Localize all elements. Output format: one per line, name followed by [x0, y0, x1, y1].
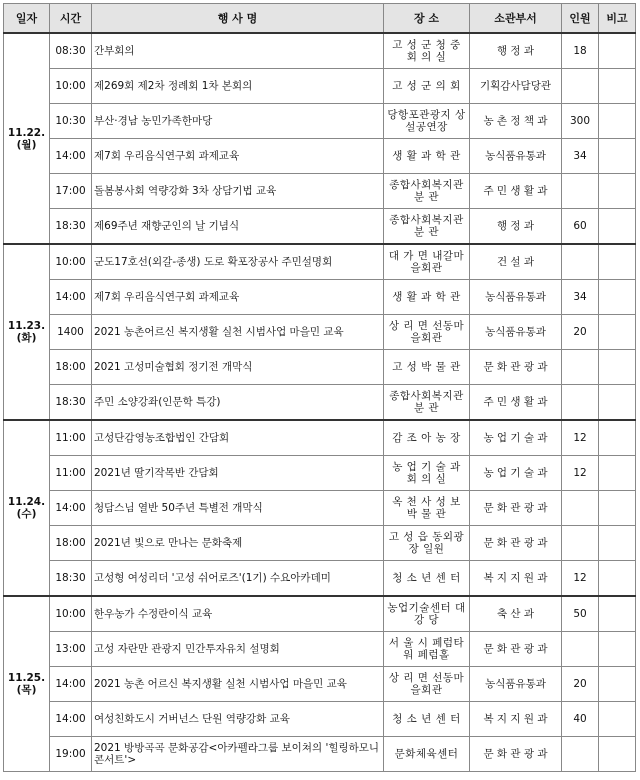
time-cell: 14:00: [50, 702, 92, 737]
note-cell: [599, 385, 636, 421]
place-cell: 농 업 기 술 과 회 의 실: [384, 456, 470, 491]
date-label: 11.22.: [7, 126, 46, 139]
dept-cell: 농 업 기 술 과: [470, 420, 562, 456]
note-cell: [599, 667, 636, 702]
note-cell: [599, 737, 636, 772]
place-cell: 종합사회복지관 분 관: [384, 209, 470, 245]
place-cell: 청 소 년 센 터: [384, 561, 470, 597]
dept-cell: 기획감사담당관: [470, 69, 562, 104]
note-cell: [599, 596, 636, 632]
time-cell: 10:00: [50, 596, 92, 632]
note-cell: [599, 632, 636, 667]
date-cell: [4, 33, 50, 244]
place-cell: 생 활 과 학 관: [384, 280, 470, 315]
date-cell: [4, 244, 50, 420]
event-cell: 2021 방방곡곡 문화공감<아카펠라그룹 보이쳐의 '힐링하모니 콘서트'>: [92, 737, 384, 772]
header-event: 행 사 명: [92, 4, 384, 34]
count-cell: 40: [562, 702, 599, 737]
time-cell: 13:00: [50, 632, 92, 667]
event-cell: 고성 자란만 관광지 민간투자유치 설명회: [92, 632, 384, 667]
note-cell: [599, 702, 636, 737]
time-cell: 18:30: [50, 561, 92, 597]
place-cell: 종합사회복지관 분 관: [384, 385, 470, 421]
table-row: [4, 385, 636, 421]
weekday-label: (월): [16, 138, 37, 151]
note-cell: [599, 420, 636, 456]
time-cell: 18:00: [50, 526, 92, 561]
table-row: [4, 596, 636, 632]
event-cell: 제69주년 재향군인의 날 기념식: [92, 209, 384, 245]
count-cell: 12: [562, 561, 599, 597]
date-label: 11.24.: [7, 496, 46, 508]
time-cell: 18:30: [50, 209, 92, 245]
event-cell: 2021 농촌어르신 복지생활 실천 시범사업 마을민 교육: [92, 315, 384, 350]
dept-cell: 축 산 과: [470, 596, 562, 632]
place-cell: 종합사회복지관 분 관: [384, 174, 470, 209]
note-cell: [599, 244, 636, 280]
event-cell: 부산·경남 농민가족한마당: [92, 104, 384, 139]
dept-cell: 행 정 과: [470, 33, 562, 69]
time-cell: 14:00: [50, 139, 92, 174]
table-row: [4, 350, 636, 385]
place-cell: 농업기술센터 대 강 당: [384, 596, 470, 632]
event-cell: 군도17호선(외갈-종생) 도로 확포장공사 주민설명회: [92, 244, 384, 280]
place-cell: 청 소 년 센 터: [384, 702, 470, 737]
note-cell: [599, 33, 636, 69]
schedule-container: [3, 3, 636, 772]
place-cell: 생 활 과 학 관: [384, 139, 470, 174]
event-cell: 고성단감영농조합법인 간담회: [92, 420, 384, 456]
note-cell: [599, 491, 636, 526]
note-cell: [599, 456, 636, 491]
count-cell: 18: [562, 33, 599, 69]
dept-cell: 문 화 관 광 과: [470, 737, 562, 772]
place-cell: 당항포관광지 상설공연장: [384, 104, 470, 139]
count-cell: [562, 69, 599, 104]
table-row: [4, 420, 636, 456]
count-cell: 50: [562, 596, 599, 632]
time-cell: 10:00: [50, 244, 92, 280]
note-cell: [599, 526, 636, 561]
place-cell: 서 울 시 페럼타워 페럼홀: [384, 632, 470, 667]
count-cell: 20: [562, 315, 599, 350]
dept-cell: 복 지 지 원 과: [470, 702, 562, 737]
table-row: [4, 33, 636, 69]
count-cell: 300: [562, 104, 599, 139]
time-cell: 18:00: [50, 350, 92, 385]
dept-cell: 농식품유통과: [470, 139, 562, 174]
event-cell: 한우농가 수정란이식 교육: [92, 596, 384, 632]
time-cell: 11:00: [50, 420, 92, 456]
header-count: 인원: [562, 4, 599, 34]
note-cell: [599, 174, 636, 209]
table-row: [4, 139, 636, 174]
table-row: [4, 315, 636, 350]
time-cell: 17:00: [50, 174, 92, 209]
header-row: [4, 4, 636, 34]
note-cell: [599, 280, 636, 315]
weekday-label: (수): [16, 508, 37, 520]
dept-cell: 건 설 과: [470, 244, 562, 280]
table-row: [4, 737, 636, 772]
table-row: [4, 667, 636, 702]
schedule-table: [3, 3, 636, 772]
dept-cell: 농식품유통과: [470, 315, 562, 350]
count-cell: [562, 632, 599, 667]
event-cell: 2021 농촌 어르신 복지생활 실천 시범사업 마을민 교육: [92, 667, 384, 702]
dept-cell: 주 민 생 활 과: [470, 174, 562, 209]
event-cell: 2021 고성미술협회 정기전 개막식: [92, 350, 384, 385]
event-cell: 제7회 우리음식연구회 과제교육: [92, 280, 384, 315]
place-cell: 상 리 면 선동마을회관: [384, 667, 470, 702]
event-cell: 청담스님 열반 50주년 특별전 개막식: [92, 491, 384, 526]
count-cell: [562, 385, 599, 421]
table-row: [4, 632, 636, 667]
note-cell: [599, 139, 636, 174]
time-cell: 11:00: [50, 456, 92, 491]
count-cell: [562, 350, 599, 385]
count-cell: [562, 244, 599, 280]
dept-cell: 행 정 과: [470, 209, 562, 245]
event-cell: 제7회 우리음식연구회 과제교육: [92, 139, 384, 174]
note-cell: [599, 561, 636, 597]
count-cell: 12: [562, 456, 599, 491]
header-note: 비고: [599, 4, 636, 34]
count-cell: [562, 526, 599, 561]
time-cell: 14:00: [50, 280, 92, 315]
time-cell: 08:30: [50, 33, 92, 69]
dept-cell: 농 촌 정 책 과: [470, 104, 562, 139]
count-cell: 60: [562, 209, 599, 245]
place-cell: 문화체육센터: [384, 737, 470, 772]
place-cell: 고 성 박 물 관: [384, 350, 470, 385]
place-cell: 옥 천 사 성 보 박 물 관: [384, 491, 470, 526]
count-cell: 34: [562, 139, 599, 174]
time-cell: 19:00: [50, 737, 92, 772]
date-label: 11.25.: [7, 672, 46, 684]
table-row: [4, 174, 636, 209]
time-cell: 18:30: [50, 385, 92, 421]
event-cell: 2021년 딸기작목반 간담회: [92, 456, 384, 491]
table-row: [4, 561, 636, 597]
place-cell: 상 리 면 선동마을회관: [384, 315, 470, 350]
time-cell: 10:00: [50, 69, 92, 104]
note-cell: [599, 69, 636, 104]
table-row: [4, 280, 636, 315]
dept-cell: 주 민 생 활 과: [470, 385, 562, 421]
count-cell: [562, 491, 599, 526]
place-cell: 감 조 아 농 장: [384, 420, 470, 456]
count-cell: [562, 174, 599, 209]
event-cell: 2021년 빛으로 만나는 문화축제: [92, 526, 384, 561]
dept-cell: 농 업 기 술 과: [470, 456, 562, 491]
note-cell: [599, 209, 636, 245]
table-row: [4, 69, 636, 104]
weekday-label: (목): [16, 684, 37, 696]
dept-cell: 복 지 지 원 과: [470, 561, 562, 597]
count-cell: 34: [562, 280, 599, 315]
dept-cell: 농식품유통과: [470, 667, 562, 702]
dept-cell: 농식품유통과: [470, 280, 562, 315]
table-row: [4, 491, 636, 526]
event-cell: 주민 소양강좌(인문학 특강): [92, 385, 384, 421]
event-cell: 고성형 여성리더 '고성 쉬어로즈'(1기) 수요아카데미: [92, 561, 384, 597]
time-cell: 14:00: [50, 667, 92, 702]
date-cell: [4, 596, 50, 772]
weekday-label: (화): [16, 332, 37, 344]
header-date: 일자: [4, 4, 50, 34]
table-row: [4, 104, 636, 139]
table-row: [4, 456, 636, 491]
header-place: 장 소: [384, 4, 470, 34]
note-cell: [599, 315, 636, 350]
schedule-body: [4, 33, 636, 772]
table-row: [4, 209, 636, 245]
count-cell: 12: [562, 420, 599, 456]
place-cell: 고 성 군 의 회: [384, 69, 470, 104]
date-label: 11.23.: [7, 320, 46, 332]
count-cell: 20: [562, 667, 599, 702]
time-cell: 1400: [50, 315, 92, 350]
dept-cell: 문 화 관 광 과: [470, 632, 562, 667]
dept-cell: 문 화 관 광 과: [470, 491, 562, 526]
note-cell: [599, 350, 636, 385]
time-cell: 14:00: [50, 491, 92, 526]
dept-cell: 문 화 관 광 과: [470, 350, 562, 385]
table-row: [4, 702, 636, 737]
dept-cell: 문 화 관 광 과: [470, 526, 562, 561]
place-cell: 대 가 면 내갈마을회관: [384, 244, 470, 280]
count-cell: [562, 737, 599, 772]
date-cell: [4, 420, 50, 596]
header-dept: 소관부서: [470, 4, 562, 34]
place-cell: 고 성 군 청 중 회 의 실: [384, 33, 470, 69]
event-cell: 제269회 제2차 정례회 1차 본회의: [92, 69, 384, 104]
event-cell: 간부회의: [92, 33, 384, 69]
note-cell: [599, 104, 636, 139]
header-time: 시간: [50, 4, 92, 34]
time-cell: 10:30: [50, 104, 92, 139]
table-row: [4, 244, 636, 280]
event-cell: 여성친화도시 거버넌스 단원 역량강화 교육: [92, 702, 384, 737]
place-cell: 고 성 읍 동외광장 일원: [384, 526, 470, 561]
event-cell: 돌봄봉사회 역량강화 3차 상담기법 교육: [92, 174, 384, 209]
table-row: [4, 526, 636, 561]
